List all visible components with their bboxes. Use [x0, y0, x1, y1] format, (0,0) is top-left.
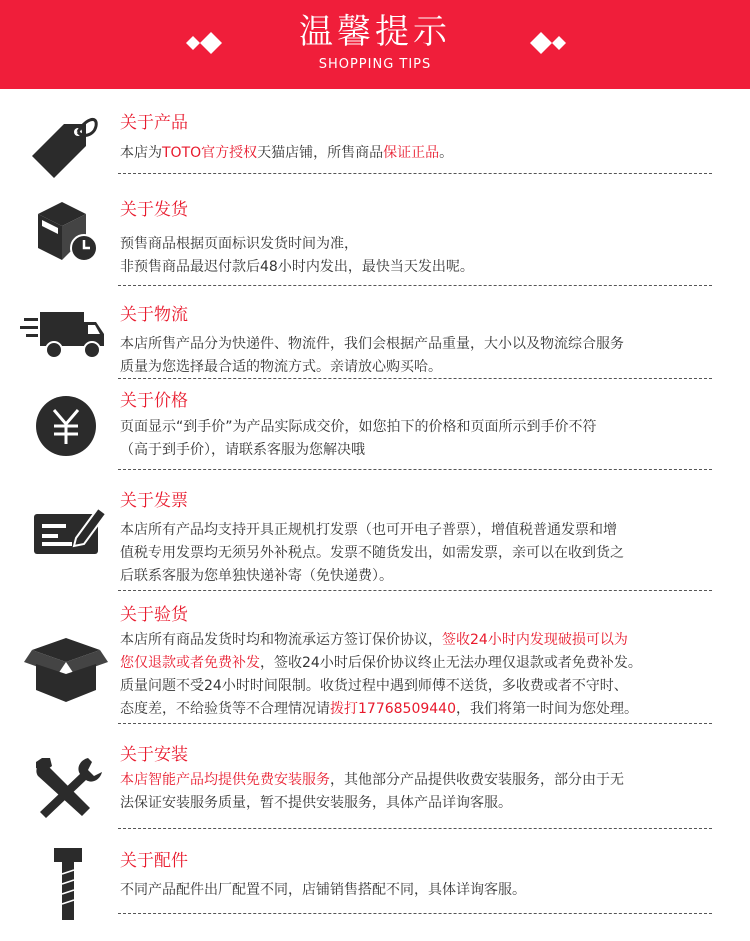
- dashed-divider: [118, 913, 712, 914]
- dashed-divider: [118, 173, 712, 174]
- dashed-divider: [118, 285, 712, 286]
- section-title: 关于安装: [120, 745, 188, 765]
- open-box-icon: [18, 622, 110, 706]
- text-run: 本店为: [120, 145, 162, 161]
- page-title: 温馨提示: [299, 12, 451, 52]
- text-run: ，我们将第一时间为您处理。: [455, 701, 638, 717]
- body-line: 预售商品根据页面标识发货时间为准，: [120, 236, 358, 252]
- highlight-run: 签收24小时内发现破损可以为: [442, 632, 628, 648]
- body-line: [120, 769, 720, 792]
- dashed-divider: [118, 828, 712, 829]
- section-body: [120, 769, 720, 815]
- body-line: [120, 629, 720, 652]
- box-clock-icon: [18, 190, 110, 274]
- body-line: 值税专用发票均无须另外补税点。发票不随货发出，如需发票，亲可以在收到货之: [120, 545, 624, 561]
- section-body: [120, 519, 720, 588]
- price-tag-icon: [18, 104, 110, 188]
- body-line: [120, 698, 720, 721]
- highlight-run: 您仅退款或者免费补发: [120, 655, 260, 671]
- text-run: 法保证安装服务质量，暂不提供安装服务，具体产品详询客服。: [120, 795, 512, 811]
- section-body: [120, 142, 720, 165]
- highlight-run: 保证正品: [383, 145, 440, 161]
- section-title: 关于配件: [120, 851, 188, 871]
- section-body: [120, 879, 720, 902]
- text-run: 天猫店铺，所售商品: [257, 145, 384, 161]
- text-run: ，其他部分产品提供收费安装服务，部分由于无: [330, 772, 624, 788]
- phone-link[interactable]: 拨打17768509440: [330, 701, 456, 717]
- invoice-pen-icon: [18, 490, 110, 574]
- body-line: [120, 142, 720, 165]
- text-run: 质量问题不受24小时时间限制。收货过程中遇到师傅不送货，多收费或者不守时、: [120, 678, 628, 694]
- tools-icon: [18, 744, 110, 828]
- section-body: [120, 233, 720, 279]
- header-banner: [0, 0, 750, 89]
- highlight-run: TOTO官方授权: [162, 145, 258, 161]
- text-run: 态度差，不给验货等不合理情况请: [120, 701, 330, 717]
- text-run: 。: [439, 145, 454, 161]
- body-line: [120, 652, 720, 675]
- section-body: [120, 416, 720, 462]
- body-line: 后联系客服为您单独快递补寄（免快递费）。: [120, 568, 393, 584]
- section-body: [120, 629, 720, 721]
- dashed-divider: [118, 469, 712, 470]
- highlight-run: 本店智能产品均提供免费安装服务: [120, 772, 330, 788]
- body-line: 质量为您选择最合适的物流方式。亲请放心购买哈。: [120, 359, 442, 375]
- section-title: 关于发货: [120, 200, 188, 220]
- body-line: [120, 675, 720, 698]
- text-run: 本店所有商品发货时均和物流承运方签订保价协议，: [120, 632, 442, 648]
- text-run: ，签收24小时后保价协议终止无法办理仅退款或者免费补发。: [260, 655, 642, 671]
- section-title: 关于发票: [120, 491, 188, 511]
- body-line: （高于到手价），请联系客服为您解决哦: [120, 442, 365, 458]
- diamond-decoration-icon: [524, 28, 574, 58]
- delivery-truck-icon: [18, 292, 110, 376]
- dashed-divider: [118, 378, 712, 379]
- body-line: 页面显示“到手价”为产品实际成交价，如您拍下的价格和页面所示到手价不符: [120, 419, 597, 435]
- bolt-icon: [18, 840, 110, 924]
- section-title: 关于价格: [120, 391, 188, 411]
- yuan-coin-icon: [18, 384, 110, 468]
- body-line: 本店所售产品分为快递件、物流件，我们会根据产品重量，大小以及物流综合服务: [120, 336, 624, 352]
- body-line: 非预售商品最迟付款后48小时内发出，最快当天发出呢。: [120, 259, 474, 275]
- section-title: 关于物流: [120, 305, 188, 325]
- section-title: 关于产品: [120, 113, 188, 133]
- dashed-divider: [118, 590, 712, 591]
- section-title: 关于验货: [120, 605, 188, 625]
- section-body: [120, 333, 720, 379]
- body-line: 本店所有产品均支持开具正规机打发票（也可开电子普票），增值税普通发票和增: [120, 522, 617, 538]
- dashed-divider: [118, 723, 712, 724]
- page-subtitle: SHOPPING TIPS: [318, 57, 432, 72]
- body-line: [120, 792, 720, 815]
- body-line: 不同产品配件出厂配置不同，店铺销售搭配不同，具体详询客服。: [120, 882, 526, 898]
